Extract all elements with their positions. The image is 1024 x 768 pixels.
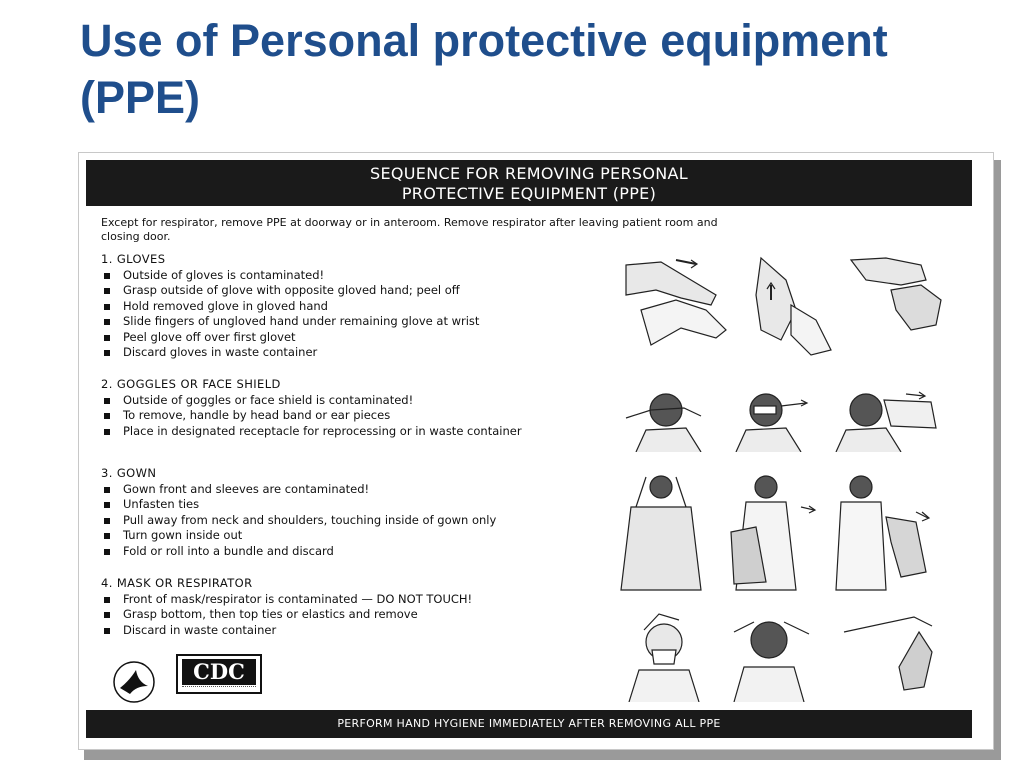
poster-header-line1: SEQUENCE FOR REMOVING PERSONAL [370, 164, 688, 183]
poster-header-line2: PROTECTIVE EQUIPMENT (PPE) [401, 184, 657, 203]
list-item: Pull away from neck and shoulders, touching inside of gown only [101, 513, 621, 528]
list-item: Discard in waste container [101, 623, 621, 638]
list-item: Peel glove off over first glovet [101, 330, 621, 345]
step-list [101, 482, 621, 559]
goggles-illustration [606, 388, 946, 452]
list-item: Slide fingers of ungloved hand under remaining glove at wrist [101, 314, 621, 329]
step-list [101, 393, 621, 439]
list-item: To remove, handle by head band or ear pieces [101, 408, 621, 423]
step-list [101, 268, 621, 360]
section-mask [101, 576, 621, 638]
slide-title: Use of Personal protective equipment (PPE) [80, 15, 888, 123]
cdc-logo [176, 654, 262, 694]
list-item: Hold removed glove in gloved hand [101, 299, 621, 314]
list-item: Front of mask/respirator is contaminated — DO NOT TOUCH! [101, 592, 621, 607]
poster-footer: PERFORM HAND HYGIENE IMMEDIATELY AFTER REMOVING ALL PPE [86, 710, 972, 738]
poster-header [86, 160, 972, 206]
section-goggles [101, 377, 621, 439]
list-item: Outside of gloves is contaminated! [101, 268, 621, 283]
list-item: Unfasten ties [101, 497, 621, 512]
gown-illustration [616, 472, 946, 592]
section-gown [101, 466, 621, 559]
list-item: Grasp outside of glove with opposite gloved hand; peel off [101, 283, 621, 298]
list-item: Place in designated receptacle for reprocessing or in waste container [101, 424, 523, 439]
hhs-eagle-icon [106, 660, 162, 704]
section-title: 1. GLOVES [101, 252, 166, 266]
list-item: Discard gloves in waste container [101, 345, 621, 360]
section-title: 2. GOGGLES OR FACE SHIELD [101, 377, 281, 391]
section-title: 3. GOWN [101, 466, 157, 480]
cdc-logo-tagline [182, 686, 256, 691]
ppe-poster [78, 152, 994, 750]
step-list [101, 592, 621, 638]
cdc-logo-text: CDC [182, 659, 256, 685]
list-item: Grasp bottom, then top ties or elastics and remove [101, 607, 621, 622]
section-gloves [101, 252, 621, 360]
list-item: Gown front and sleeves are contaminated! [101, 482, 621, 497]
section-title: 4. MASK OR RESPIRATOR [101, 576, 253, 590]
mask-illustration [614, 612, 944, 702]
poster-intro: Except for respirator, remove PPE at doorway or in anteroom. Remove respirator after leaving patient room and closing door. [101, 216, 718, 243]
poster-body [86, 160, 972, 738]
list-item: Fold or roll into a bundle and discard [101, 544, 621, 559]
list-item: Outside of goggles or face shield is contaminated! [101, 393, 621, 408]
list-item: Turn gown inside out [101, 528, 621, 543]
gloves-illustration [621, 250, 951, 360]
